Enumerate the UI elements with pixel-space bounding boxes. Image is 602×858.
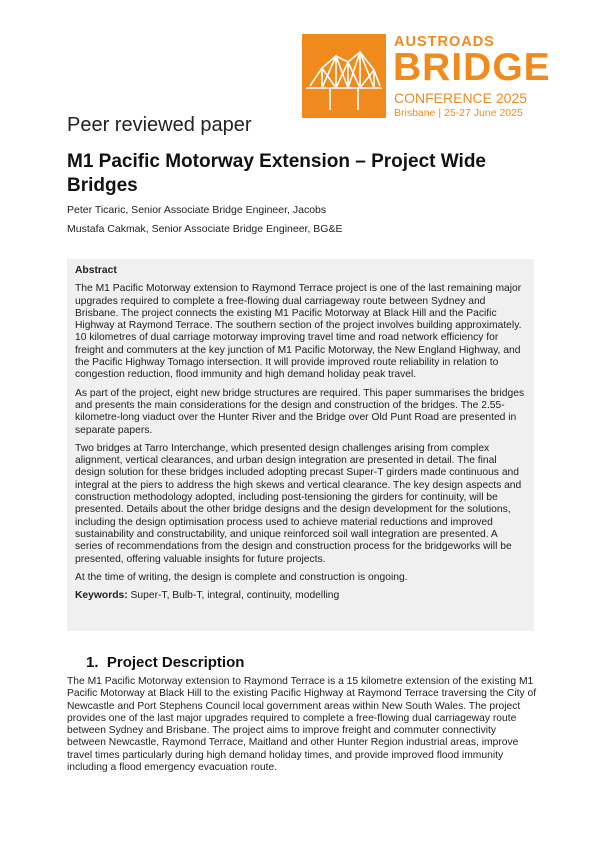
abstract-paragraph: As part of the project, eight new bridge structures are required. This paper summarises the bridges and presents the main considerations for the design and construction of the bridges. The 2.55-kilometre-long viaduct over the Hunter River and the Bridge over Old Punt Road are presented in separate papers. [75, 387, 525, 436]
logo-organisation: AUSTROADS [394, 34, 495, 50]
keywords [75, 590, 526, 602]
section-heading [86, 654, 244, 671]
abstract-paragraph: Two bridges at Tarro Interchange, which presented design challenges arising from complex alignment, vertical clearances, and urban design integration are presented in detail. The final design solution for these bridges included adopting precast Super-T girders made continuous and integral at the piers to address the high skews and vertical clearance. The key design aspects and construction methodology adopted, including post-tensioning the girders for continuity, will be presented. Details about the other bridge designs and the design development for the solutions, including the design optimisation process used to achieve material reductions and improved sustainability and constructability, and unique reinforced soil wall integration are presented. A series of recommendations from the design and construction process for the bridgeworks will be presented, offering valuable insights for future projects. [75, 442, 522, 565]
abstract-heading: Abstract [75, 265, 117, 276]
conference-logo [302, 34, 551, 122]
keywords-list: Super-T, Bulb-T, integral, continuity, modelling [127, 590, 340, 602]
logo-location-date: Brisbane | 25-27 June 2025 [394, 107, 523, 119]
author-line: Mustafa Cakmak, Senior Associate Bridge Engineer, BG&E [67, 223, 343, 235]
logo-wordmark: BRIDGE [393, 46, 551, 89]
section-title: Project Description [106, 654, 245, 671]
logo-event: CONFERENCE 2025 [394, 90, 528, 106]
section-number: 1. [86, 654, 99, 671]
section-body: The M1 Pacific Motorway extension to Raymond Terrace is a 15 kilometre extension of the existing M1 Pacific Motorway at Black Hill to the existing Pacific Highway at Raymond Terrace traversing the City of Newcastle and Port Stephens Council local government areas within New South Wales. The project provides one of the last major upgrades required to complete a free-flowing dual carriageway route between Sydney and Brisbane. The project aims to improve freight and commuter connectivity between Newcastle, Raymond Terrace, Maitland and other Hunter Region industrial areas, improve travel times particularly during high demand holiday times, and provide improved flood immunity including a flood emergency evacuation route. [67, 676, 537, 774]
paper-title: M1 Pacific Motorway Extension – Project Wide Bridges [67, 151, 486, 196]
paper-type-label: Peer reviewed paper [67, 114, 252, 136]
abstract-paragraph: The M1 Pacific Motorway extension to Raymond Terrace project is one of the last remaining major upgrades required to complete a free-flowing dual carriageway route between Sydney and Brisbane. The project connects the existing M1 Pacific Motorway at Black Hill and the Pacific Highway at Raymond Terrace. The southern section of the project involves building approximately. 10 kilometres of dual carriage motorway improving travel time and road network efficiency for freight and commuters at the key junction of M1 Pacific Motorway, the New England Highway, and the Pacific Highway Tomago intersection. It will provide improved route reliability in relation to congestion reduction, flood immunity and high demand holiday peak travel. [75, 283, 522, 381]
author-line: Peter Ticaric, Senior Associate Bridge Engineer, Jacobs [67, 204, 327, 216]
abstract-box [67, 259, 534, 631]
bridge-logo-icon [302, 34, 386, 118]
abstract-paragraph: At the time of writing, the design is complete and construction is ongoing. [75, 571, 408, 583]
keywords-label: Keywords: [75, 590, 128, 602]
